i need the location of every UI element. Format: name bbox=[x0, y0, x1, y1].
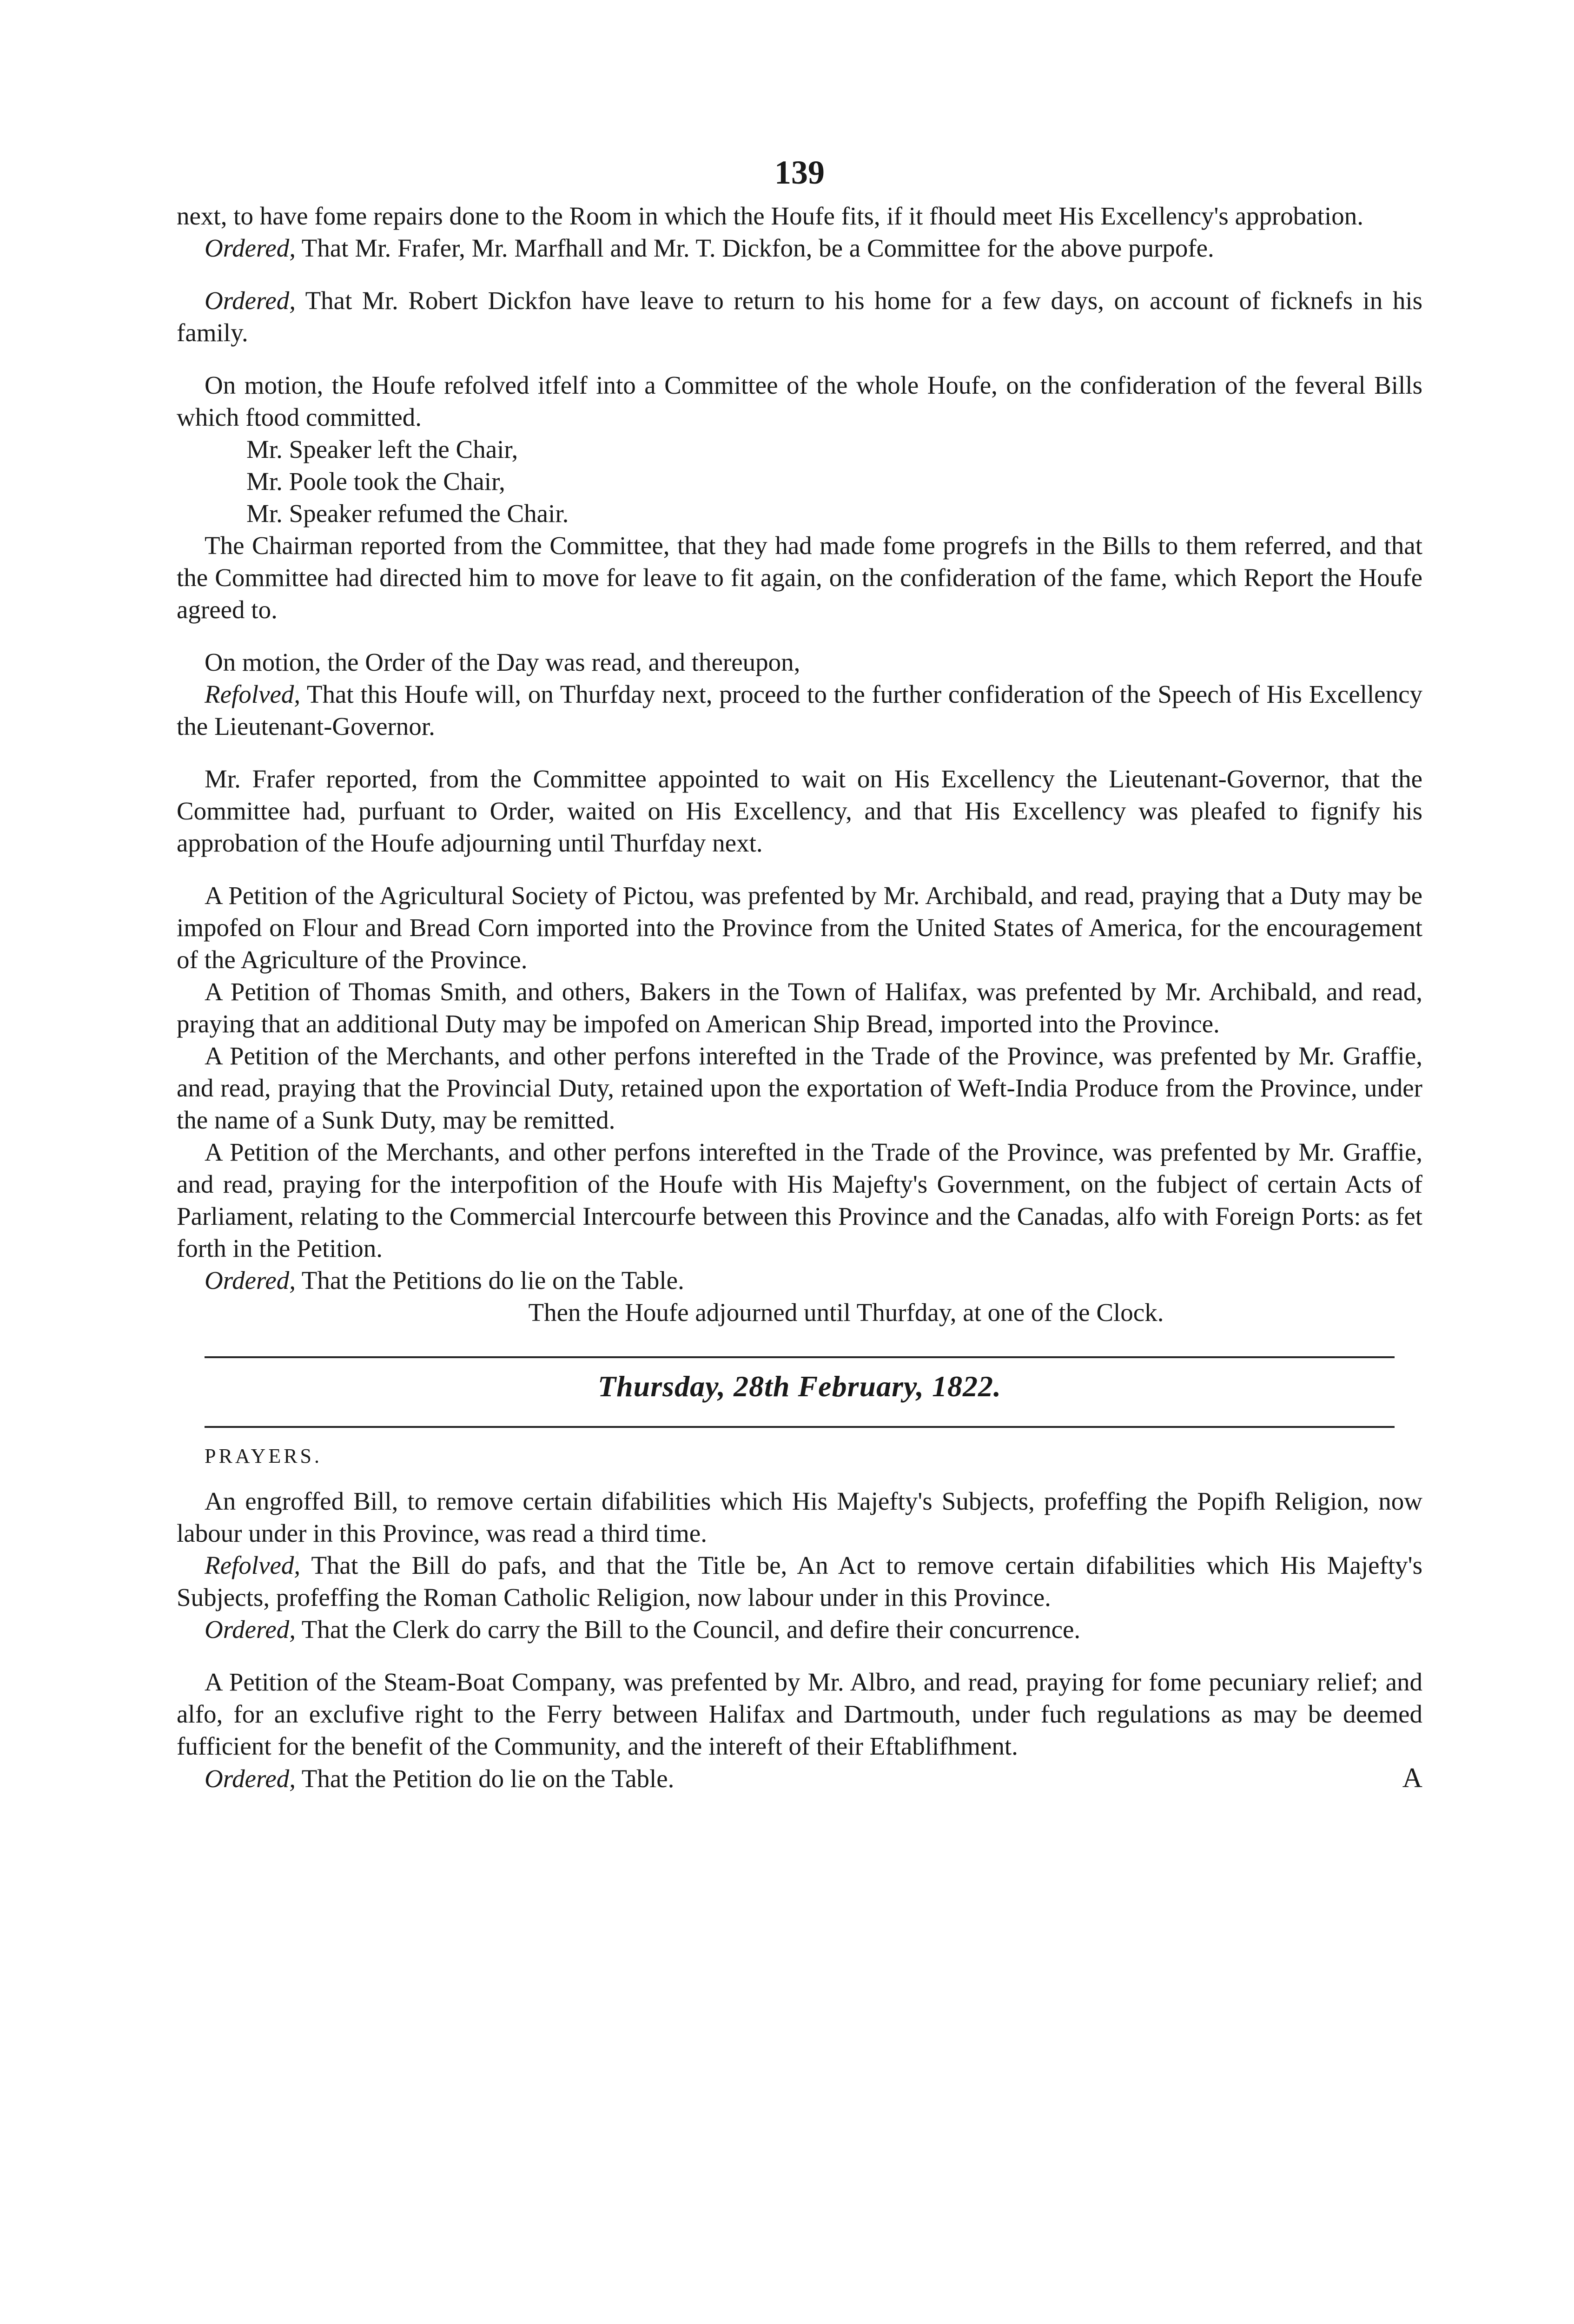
resolved-label: Refolved, bbox=[205, 680, 301, 708]
chair-line-2: Mr. Poole took the Chair, bbox=[246, 467, 505, 495]
frafer-report: Mr. Frafer reported, from the Committee appointed to wait on His Excellency the Lieutenant-Governor, that the Committee had, purfuant to Order, waited on His Excellency, and that His Excellency was pleafed to fignify his approbation of the Houfe adjourning until Thurfday next. bbox=[177, 765, 1422, 857]
catchword: A bbox=[1402, 1763, 1422, 1793]
order-text: That Mr. Frafer, Mr. Marfhall and Mr. T. Dickfon, be a Committee for the above purpofe. bbox=[301, 234, 1214, 262]
order-text: That the Petition do lie on the Table. bbox=[301, 1764, 675, 1793]
petition-steamboat: A Petition of the Steam-Boat Company, was prefented by Mr. Albro, and read, praying for fome pecuniary relief; and alfo, for an exclufive right to the Ferry between Halifax and Dartmouth, under fuch regulations as may be deemed fufficient for the benefit of the Community, and the intereft of their Eftablifhment. bbox=[177, 1668, 1422, 1760]
order-petition-table bbox=[177, 1763, 674, 1795]
order-committee-repairs bbox=[177, 232, 1422, 264]
resolved-bill bbox=[177, 1549, 1422, 1613]
last-line-row bbox=[177, 1762, 1422, 1795]
top-rule bbox=[205, 1356, 1395, 1358]
intro-paragraph: next, to have fome repairs done to the Room in which the Houfe fits, if it fhould meet His Excellency's approbation. bbox=[177, 202, 1364, 230]
page-number: 139 bbox=[774, 154, 825, 191]
order-text: That Mr. Robert Dickfon have leave to return to his home for a few days, on account of ficknefs in his family. bbox=[177, 286, 1423, 347]
resolved-label: Refolved, bbox=[205, 1551, 301, 1579]
resolved-text: That this Houfe will, on Thurfday next, proceed to the further confideration of the Speech of His Excellency the Lieutenant-Governor. bbox=[177, 680, 1422, 740]
journal-text bbox=[177, 200, 1422, 1795]
order-label: Ordered, bbox=[205, 1764, 296, 1793]
order-of-day: On motion, the Order of the Day was read, and thereupon, bbox=[205, 648, 800, 676]
committee-motion: On motion, the Houfe refolved itfelf into a Committee of the whole Houfe, on the confideration of the feveral Bills which ftood committed. bbox=[177, 371, 1422, 431]
adjourn-line: Then the Houfe adjourned until Thurfday, at one of the Clock. bbox=[528, 1298, 1164, 1327]
chair-line-3: Mr. Speaker refumed the Chair. bbox=[246, 499, 569, 528]
resolved-text: That the Bill do pafs, and that the Title be, An Act to remove certain difabilities which His Majefty's Subjects, profeffing the Roman Catholic Religion, now labour under in this Province. bbox=[177, 1551, 1422, 1611]
chair-line-1: Mr. Speaker left the Chair, bbox=[246, 435, 518, 463]
petition-merchants-duty: A Petition of the Merchants, and other perfons interefted in the Trade of the Province, was prefented by Mr. Graffie, and read, praying that the Provincial Duty, retained upon the exportation of Weft-India Produce from the Province, under the name of a Sunk Duty, may be remitted. bbox=[177, 1042, 1422, 1134]
petition-agricultural: A Petition of the Agricultural Society of Pictou, was prefented by Mr. Archibald, and read, praying that a Duty may be impofed on Flour and Bread Corn imported into the Province from the United States of America, for the encouragement of the Agriculture of the Province. bbox=[177, 881, 1422, 974]
prayers-heading: PRAYERS. bbox=[205, 1445, 323, 1467]
engrossed-bill: An engroffed Bill, to remove certain difabilities which His Majefty's Subjects, profeffing the Popifh Religion, now labour under in this Province, was read a third time. bbox=[177, 1487, 1422, 1547]
resolved-speech bbox=[177, 678, 1422, 742]
petition-merchants-commerce: A Petition of the Merchants, and other perfons interefted in the Trade of the Province, was prefented by Mr. Graffie, and read, praying for the interpofition of the Houfe with His Majefty's Government, on the fubject of certain Acts of Parliament, relating to the Commercial Intercourfe between this Province and the Canadas, alfo with Foreign Ports: as fet forth in the Petition. bbox=[177, 1138, 1422, 1262]
order-leave-dickson bbox=[177, 284, 1422, 349]
order-label: Ordered, bbox=[205, 286, 296, 315]
date-heading: Thursday, 28th February, 1822. bbox=[597, 1370, 1002, 1403]
order-label: Ordered, bbox=[205, 1615, 296, 1644]
order-text: That the Petitions do lie on the Table. bbox=[301, 1266, 684, 1294]
order-clerk bbox=[177, 1613, 1422, 1645]
bottom-rule bbox=[205, 1426, 1395, 1428]
order-petitions-table bbox=[177, 1264, 1422, 1296]
order-label: Ordered, bbox=[205, 1266, 296, 1294]
order-label: Ordered, bbox=[205, 234, 296, 262]
petition-bakers: A Petition of Thomas Smith, and others, Bakers in the Town of Halifax, was prefented by Mr. Archibald, and read, praying that an additional Duty may be impofed on American Ship Bread, imported into the Province. bbox=[177, 977, 1422, 1038]
chairman-report: The Chairman reported from the Committee, that they had made fome progrefs in the Bills to them referred, and that the Committee had directed him to move for leave to fit again, on the confideration of the fame, which Report the Houfe agreed to. bbox=[177, 531, 1422, 624]
date-heading-block bbox=[177, 1347, 1422, 1435]
order-text: That the Clerk do carry the Bill to the Council, and defire their concurrence. bbox=[301, 1615, 1081, 1644]
